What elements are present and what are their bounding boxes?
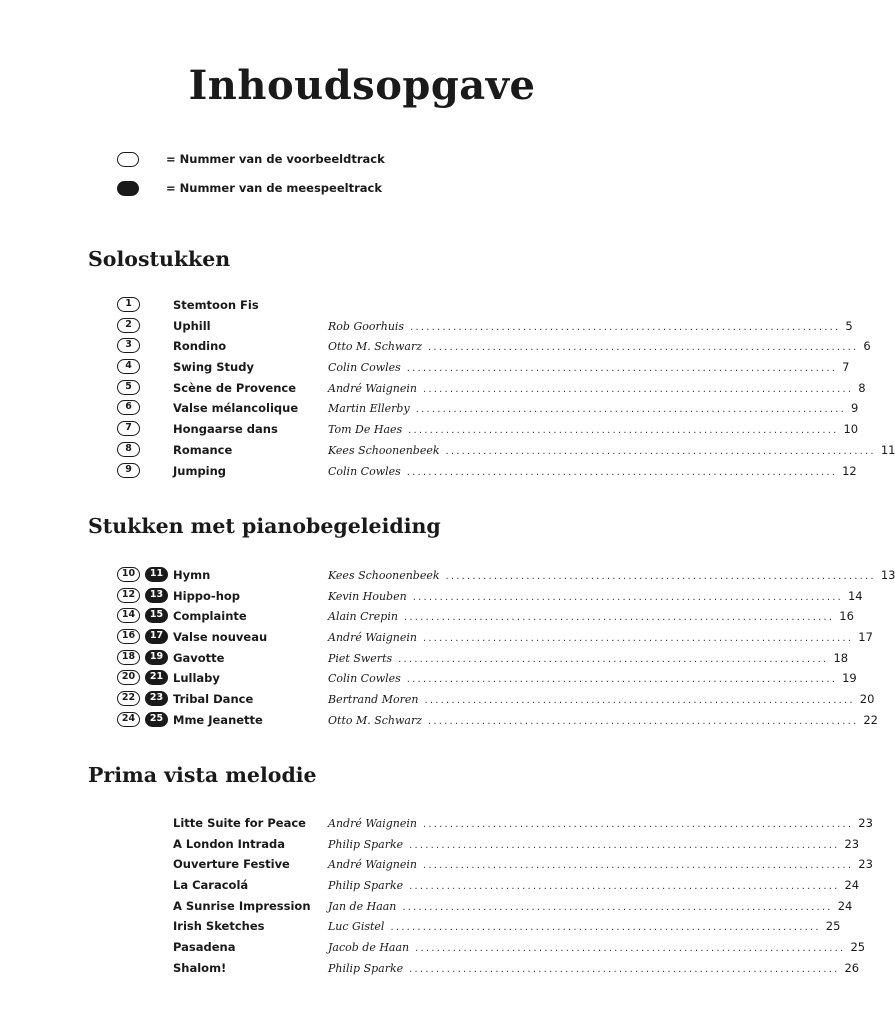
- composer-name: Piet Swerts: [328, 651, 393, 665]
- toc-entry: [0, 936, 866, 957]
- page-number: 6: [863, 339, 871, 354]
- dot-leader: ................................................................................: [406, 363, 838, 375]
- composer-name: Philip Sparke: [328, 879, 404, 893]
- example-track-badge: 24: [117, 712, 140, 727]
- composer-name: Colin Cowles: [328, 464, 401, 478]
- piece-title: Romance: [173, 442, 233, 457]
- piece-title: Scène de Provence: [173, 380, 297, 395]
- composer-page-line: [328, 712, 878, 727]
- piece-title: Mme Jeanette: [173, 712, 263, 727]
- composer-name: Otto M. Schwarz: [328, 340, 423, 354]
- example-track-badge: 4: [117, 359, 140, 374]
- page-number: 18: [833, 650, 849, 665]
- dot-leader: ................................................................................: [412, 591, 843, 603]
- legend-voorbeeld-label: = Nummer van de voorbeeldtrack: [166, 152, 385, 166]
- composer-page-line: [328, 422, 859, 437]
- page-number: 13: [880, 568, 895, 582]
- piece-title: A Sunrise Impression: [173, 898, 311, 913]
- composer-name: Kees Schoonenbeek: [328, 569, 440, 582]
- page-number: 23: [858, 816, 873, 830]
- toc-entry: [0, 315, 853, 336]
- composer-page-line: [328, 919, 841, 934]
- toc-entry: [0, 667, 857, 688]
- composer-name: André Waignein: [328, 858, 417, 872]
- toc-entry: [0, 585, 863, 606]
- dot-leader: ................................................................................: [409, 963, 840, 975]
- dot-leader: ................................................................................: [398, 653, 829, 665]
- toc-entry: [0, 957, 860, 978]
- piece-title: Complainte: [173, 609, 247, 624]
- composer-name: André Waignein: [328, 631, 417, 645]
- solostukken-list: [0, 294, 895, 480]
- composer-page-line: [328, 609, 854, 624]
- composer-page-line: [328, 339, 871, 354]
- toc-entry: [0, 418, 859, 439]
- example-track-badge: 22: [117, 691, 140, 706]
- toc-entry: [0, 460, 857, 481]
- playalong-track-badge: 17: [145, 629, 168, 644]
- piece-title: Stemtoon Fis: [173, 298, 259, 312]
- piece-title: Shalom!: [173, 960, 227, 975]
- toc-entry: [0, 397, 859, 418]
- page-number: 11: [880, 442, 895, 457]
- piece-title: Tribal Dance: [173, 692, 254, 707]
- composer-page-line: [328, 960, 860, 975]
- composer-page-line: [328, 650, 849, 665]
- page-number: 17: [858, 630, 873, 645]
- composer-name: Colin Cowles: [328, 672, 401, 686]
- piece-title: Rondino: [173, 339, 227, 354]
- piece-title: Irish Sketches: [173, 919, 265, 934]
- filled-pill-icon: [117, 181, 139, 196]
- toc-entry: [0, 874, 860, 895]
- piece-title: Ouverture Festive: [173, 857, 290, 872]
- toc-entry: [0, 647, 849, 668]
- composer-page-line: [328, 463, 857, 478]
- page-number: 16: [839, 609, 854, 624]
- composer-name: Kees Schoonenbeek: [328, 443, 440, 457]
- toc-entry: [0, 439, 895, 460]
- piece-title: Uphill: [173, 318, 211, 333]
- example-track-badge: 5: [117, 380, 140, 395]
- dot-leader: ................................................................................: [428, 715, 859, 727]
- example-track-badge: 2: [117, 318, 140, 333]
- page-number: 20: [859, 692, 875, 707]
- composer-page-line: [328, 360, 850, 375]
- composer-page-line: [328, 318, 853, 333]
- dot-leader: ................................................................................: [390, 922, 821, 934]
- piece-title: Jumping: [173, 463, 227, 478]
- example-track-badge: 1: [117, 297, 140, 312]
- composer-page-line: [328, 940, 866, 955]
- page-number: 19: [842, 671, 857, 686]
- page-number: 8: [858, 380, 866, 395]
- toc-entry: [0, 356, 850, 377]
- page-number: 7: [842, 360, 850, 375]
- playalong-track-badge: 21: [145, 670, 168, 685]
- page-title: Inhoudsopgave: [188, 62, 536, 109]
- dot-leader: ................................................................................: [423, 383, 854, 395]
- composer-name: André Waignein: [328, 381, 417, 395]
- dot-leader: ................................................................................: [445, 445, 876, 457]
- toc-entry: [0, 895, 853, 916]
- page-number: 23: [844, 836, 860, 851]
- piece-title: A London Intrada: [173, 836, 286, 851]
- composer-name: Tom De Haes: [328, 423, 403, 437]
- example-track-badge: 3: [117, 338, 140, 353]
- example-track-badge: 18: [117, 650, 140, 665]
- page-number: 5: [845, 318, 853, 333]
- example-track-badge: 9: [117, 463, 140, 478]
- piece-title: Lullaby: [173, 671, 220, 686]
- toc-entry: [0, 688, 875, 709]
- page-number: 14: [847, 588, 863, 603]
- composer-name: Rob Goorhuis: [328, 319, 405, 333]
- composer-page-line: [328, 857, 873, 872]
- toc-entry: [0, 294, 724, 315]
- composer-page-line: [328, 442, 895, 457]
- example-track-badge: 6: [117, 400, 140, 415]
- example-track-badge: 7: [117, 421, 140, 436]
- composer-name: André Waignein: [328, 817, 417, 830]
- playalong-track-badge: 15: [145, 608, 168, 623]
- prima-vista-list: [0, 812, 873, 978]
- dot-leader: ................................................................................: [409, 881, 840, 893]
- piece-title: Valse mélancolique: [173, 401, 299, 416]
- composer-page-line: [328, 671, 857, 686]
- composer-page-line: [328, 588, 863, 603]
- composer-page-line: [328, 878, 860, 893]
- pianobegeleiding-list: [0, 564, 895, 730]
- page-number: 9: [851, 401, 859, 416]
- dot-leader: ................................................................................: [423, 633, 854, 645]
- dot-leader: ................................................................................: [424, 695, 855, 707]
- dot-leader: ................................................................................: [408, 425, 839, 437]
- playalong-track-badge: 13: [145, 588, 168, 603]
- composer-page-line: [328, 898, 853, 913]
- composer-name: Jan de Haan: [328, 899, 397, 913]
- toc-entry: [0, 709, 878, 730]
- toc-entry: [0, 833, 860, 854]
- example-track-badge: 14: [117, 608, 140, 623]
- page-number: 22: [863, 712, 878, 727]
- example-track-badge: 20: [117, 670, 140, 685]
- dot-leader: ................................................................................: [402, 901, 833, 913]
- piece-title: Valse nouveau: [173, 630, 268, 645]
- toc-entry: [0, 564, 895, 585]
- composer-name: Bertrand Moren: [328, 693, 419, 707]
- toc-entry: [0, 812, 873, 833]
- toc-entry: [0, 605, 854, 626]
- piece-title: Pasadena: [173, 940, 236, 955]
- section-title-pianobegeleiding: Stukken met pianobegeleiding: [88, 514, 441, 538]
- dot-leader: ................................................................................: [406, 674, 838, 686]
- piece-title: Hippo-hop: [173, 588, 241, 603]
- example-track-badge: 16: [117, 629, 140, 644]
- piece-title: Hongaarse dans: [173, 422, 278, 437]
- dot-leader: ................................................................................: [410, 321, 841, 333]
- composer-page-line: [328, 816, 873, 830]
- playalong-track-badge: 19: [145, 650, 168, 665]
- toc-entry: [0, 626, 873, 647]
- section-title-prima-vista: Prima vista melodie: [88, 763, 317, 787]
- piece-title: Hymn: [173, 568, 211, 582]
- page-number: 12: [842, 463, 857, 478]
- dot-leader: ................................................................................: [415, 404, 846, 416]
- page-number: 24: [837, 898, 853, 913]
- example-track-badge: 12: [117, 588, 140, 603]
- page-number: 10: [843, 422, 859, 437]
- playalong-track-badge: 23: [145, 691, 168, 706]
- page-number: 24: [844, 878, 860, 893]
- section-title-solostukken: Solostukken: [88, 247, 231, 271]
- composer-name: Colin Cowles: [328, 361, 401, 375]
- dot-leader: ................................................................................: [415, 943, 846, 955]
- page-number: 26: [844, 960, 860, 975]
- dot-leader: ................................................................................: [428, 342, 859, 354]
- example-track-badge: 10: [117, 567, 140, 582]
- composer-name: Otto M. Schwarz: [328, 713, 423, 727]
- composer-page-line: [328, 401, 859, 416]
- example-track-badge: 8: [117, 442, 140, 457]
- composer-name: Philip Sparke: [328, 837, 404, 851]
- piece-title: Swing Study: [173, 360, 254, 375]
- playalong-track-badge: 25: [145, 712, 168, 727]
- toc-entry: [0, 915, 841, 936]
- composer-page-line: [328, 630, 873, 645]
- composer-page-line: [328, 568, 895, 582]
- composer-name: Martin Ellerby: [328, 402, 410, 416]
- page-number: 25: [825, 919, 841, 934]
- dot-leader: ................................................................................: [409, 839, 840, 851]
- piece-title: Gavotte: [173, 650, 225, 665]
- page-number: 23: [858, 857, 873, 872]
- dot-leader: ................................................................................: [406, 466, 838, 478]
- toc-entry: [0, 335, 871, 356]
- composer-page-line: [328, 692, 875, 707]
- composer-name: Kevin Houben: [328, 589, 407, 603]
- dot-leader: ................................................................................: [423, 819, 854, 830]
- piece-title: La Caracolá: [173, 878, 249, 893]
- page-number: 25: [850, 940, 866, 955]
- legend-meespeel-label: = Nummer van de meespeeltrack: [166, 181, 382, 195]
- dot-leader: ................................................................................: [403, 612, 835, 624]
- toc-entry: [0, 853, 873, 874]
- composer-page-line: [328, 836, 860, 851]
- piece-title: Litte Suite for Peace: [173, 816, 306, 830]
- playalong-track-badge: 11: [145, 567, 168, 582]
- dot-leader: ................................................................................: [423, 860, 854, 872]
- composer-name: Luc Gistel: [328, 920, 385, 934]
- toc-entry: [0, 377, 866, 398]
- composer-page-line: [328, 380, 866, 395]
- outlined-pill-icon: [117, 152, 139, 167]
- composer-name: Alain Crepin: [328, 610, 398, 624]
- composer-name: Philip Sparke: [328, 961, 404, 975]
- composer-name: Jacob de Haan: [328, 941, 410, 955]
- dot-leader: ................................................................................: [445, 571, 876, 582]
